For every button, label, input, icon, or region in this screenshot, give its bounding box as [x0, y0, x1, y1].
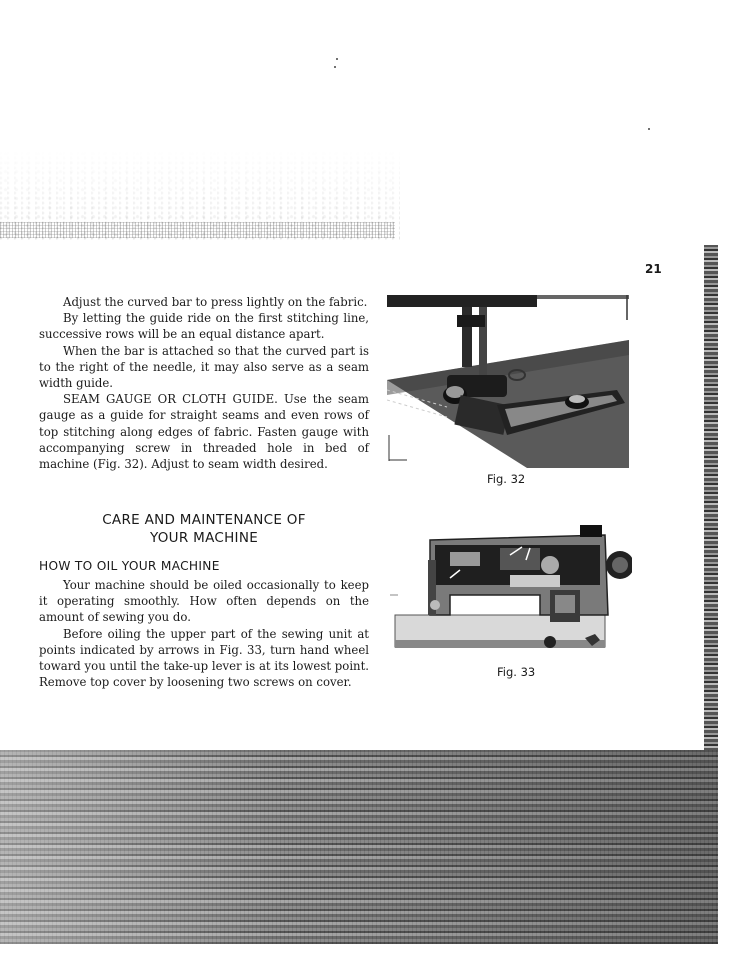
- instructions-top: [39, 294, 369, 472]
- figure-32-caption: Fig. 32: [487, 472, 526, 486]
- paragraph: By letting the guide ride on the first stitching line, successive rows will be an equal distance apart.: [39, 311, 369, 342]
- paragraph: When the bar is attached so that the curved part is to the right of the needle, it may also serve as a seam width guide.: [39, 343, 369, 391]
- scan-noise-bottom: [0, 750, 718, 944]
- section-heading: [39, 511, 369, 547]
- paragraph: Adjust the curved bar to press lightly on the fabric.: [63, 295, 368, 309]
- figure-33-caption: Fig. 33: [497, 665, 536, 679]
- dust-speck: [648, 128, 650, 130]
- page-number: 21: [645, 262, 662, 276]
- figure-32-seam-gauge-image: [387, 295, 629, 468]
- section-heading-line: YOUR MACHINE: [149, 530, 259, 546]
- subsection-heading: HOW TO OIL YOUR MACHINE: [39, 559, 220, 573]
- scan-noise-strip: [0, 222, 395, 238]
- figure-33-machine-oiling-image: [390, 520, 632, 662]
- paragraph: Your machine should be oiled occasionally to keep it operating smoothly. How often depends on the amount of sewing you do.: [39, 578, 369, 625]
- instructions-bottom: [39, 577, 369, 690]
- paragraph: SEAM GAUGE OR CLOTH GUIDE. Use the seam gauge as a guide for straight seams and even rows of top stitching along edges of fabric. Fasten gauge with accompanying screw in threaded hole in bed of machine (Fig. 32). Adjust to seam width desired.: [39, 392, 369, 472]
- paragraph: Before oiling the upper part of the sewing unit at points indicated by arrows in Fig. 33, turn hand wheel toward you until the take-up lever is at its lowest point. Remove top cover by loosening two screws on cover.: [39, 626, 369, 690]
- dust-speck: [334, 66, 336, 68]
- dust-speck: [336, 58, 338, 60]
- section-heading-line: CARE AND MAINTENANCE OF: [102, 512, 306, 528]
- scan-page-edge: [704, 245, 718, 755]
